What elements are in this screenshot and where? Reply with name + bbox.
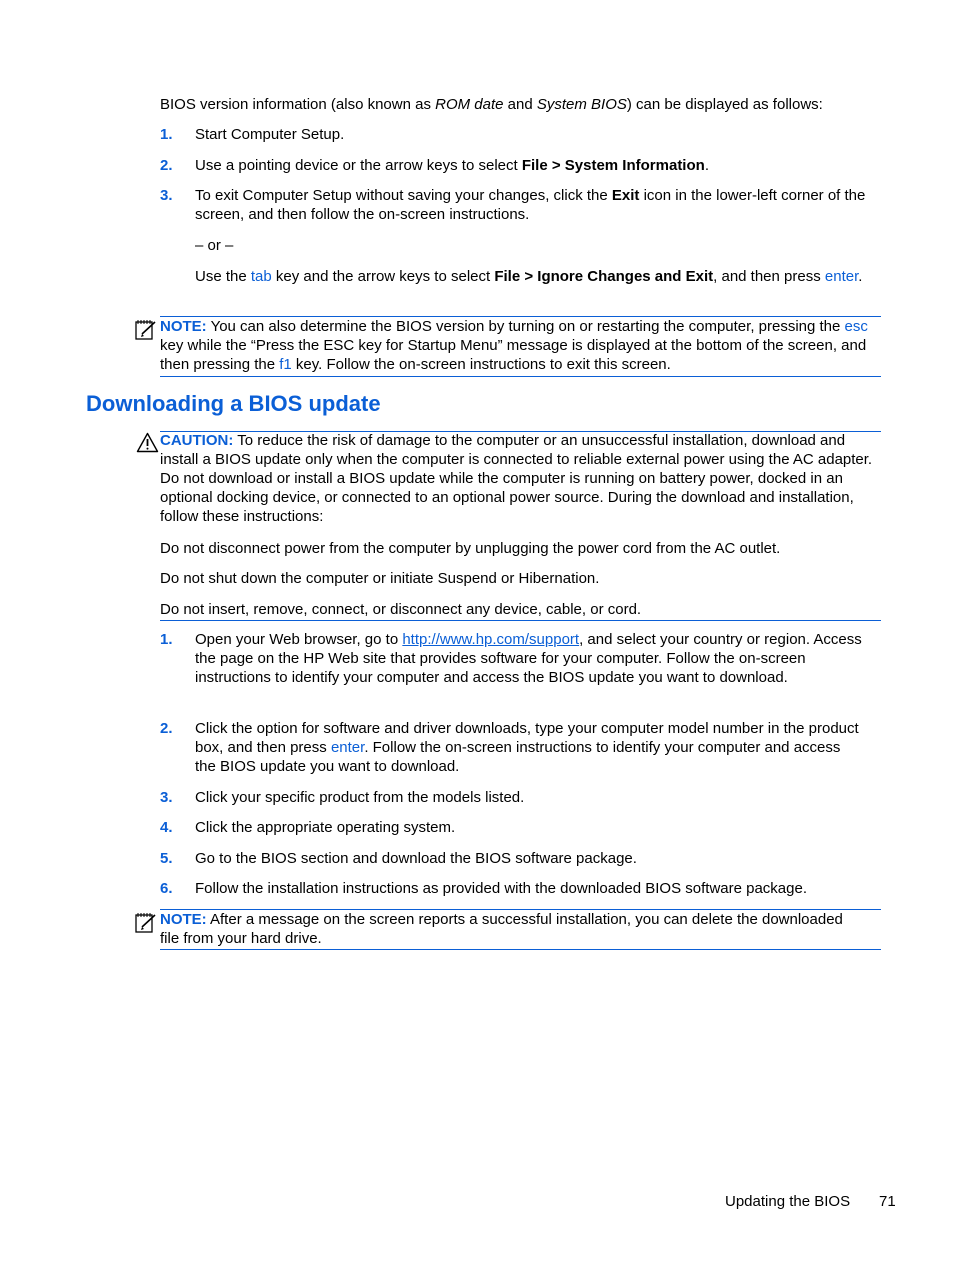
system-bios-term: System BIOS	[536, 96, 627, 113]
step-text	[195, 719, 865, 776]
hp-support-link[interactable]: http://www.hp.com/support	[402, 631, 580, 648]
caution-paragraph: Do not disconnect power from the computer by unplugging the power cord from the AC outlet.	[160, 540, 781, 557]
step-text-part: To exit Computer Setup without saving your changes, click the	[195, 187, 612, 204]
note-icon	[134, 318, 158, 342]
note-text-part: You can also determine the BIOS version by turning on or restarting the computer, pressing the	[206, 318, 845, 335]
step-text	[195, 156, 885, 175]
intro-text: BIOS version information (also known as	[160, 96, 436, 113]
step-text: Start Computer Setup.	[195, 126, 345, 143]
step-text-part: Click the option for software and driver downloads, type your computer model number in the product box, and then press	[195, 720, 859, 756]
note-text-part: key while the “Press the ESC key for Startup Menu” message is displayed at the bottom of the screen, and then pressing the	[160, 337, 867, 373]
caution-icon	[136, 432, 159, 453]
step-text	[195, 186, 885, 224]
step-text-part: Open your Web browser, go to	[195, 631, 403, 648]
step-text: Follow the installation instructions as provided with the downloaded BIOS software package.	[195, 880, 808, 897]
note-text	[160, 910, 850, 948]
step-text-part: Use a pointing device or the arrow keys to select	[195, 157, 522, 174]
step-number: 2.	[160, 157, 173, 174]
step-number: 6.	[160, 880, 173, 897]
step-text: Go to the BIOS section and download the BIOS software package.	[195, 850, 637, 867]
caution-paragraph: Do not insert, remove, connect, or disconnect any device, cable, or cord.	[160, 601, 642, 618]
step-text: Click the appropriate operating system.	[195, 819, 456, 836]
step-text-part: , and select your country or region. Access the page on the HP Web site that provides software for your computer. Follow the on-screen instructions to identify your computer and access the BIOS update you want to download.	[195, 631, 862, 686]
step-text-part: .	[858, 268, 863, 285]
or-separator: – or –	[195, 237, 234, 254]
step-number: 1.	[160, 631, 173, 648]
key-enter: enter	[824, 268, 859, 285]
step-text-part: key and the arrow keys to select	[271, 268, 495, 285]
step-alternative	[195, 267, 885, 286]
step-number: 3.	[160, 187, 173, 204]
intro-text: ) can be displayed as follows:	[626, 96, 823, 113]
page-number: 71	[879, 1193, 896, 1210]
note-label: NOTE:	[160, 911, 207, 928]
caution-text	[160, 431, 880, 526]
note-label: NOTE:	[160, 318, 207, 335]
note-text-part: After a message on the screen reports a successful installation, you can delete the downloaded file from your hard drive.	[160, 911, 843, 947]
key-f1: f1	[279, 356, 292, 373]
note-bottom-rule	[160, 376, 881, 377]
step-text-part: Use the	[195, 268, 251, 285]
menu-path: File > Ignore Changes and Exit	[494, 268, 714, 285]
exit-term: Exit	[611, 187, 640, 204]
note-bottom-rule	[160, 949, 881, 950]
key-tab: tab	[250, 268, 272, 285]
step-number: 2.	[160, 720, 173, 737]
step-number: 5.	[160, 850, 173, 867]
caution-paragraph: Do not shut down the computer or initiate Suspend or Hibernation.	[160, 570, 600, 587]
section-heading: Downloading a BIOS update	[86, 391, 381, 416]
footer-section-title: Updating the BIOS	[725, 1193, 851, 1210]
caution-text-part: To reduce the risk of damage to the computer or an unsuccessful installation, download and install a BIOS update only when the computer is connected to reliable external power using the AC adapter. Do not download or install a BIOS update while the computer is running on battery power, docked in an optional docking device, or connected to an optional power source. During the download and installation, follow these instructions:	[160, 432, 873, 525]
step-text-part: .	[704, 157, 709, 174]
note-text	[160, 317, 880, 374]
step-text-part: . Follow the on-screen instructions to identify your computer and access the BIOS update you want to download.	[195, 739, 841, 775]
step-text-part: icon in the lower-left corner of the screen, and then follow the on-screen instructions.	[195, 187, 866, 223]
caution-bottom-rule	[160, 620, 881, 621]
step-number: 3.	[160, 789, 173, 806]
key-esc: esc	[844, 318, 868, 335]
intro-text: and	[503, 96, 537, 113]
step-text-part: , and then press	[713, 268, 825, 285]
intro-paragraph	[160, 95, 890, 114]
rom-date-term: ROM date	[435, 96, 504, 113]
note-icon	[134, 911, 158, 935]
step-number: 1.	[160, 126, 173, 143]
key-enter: enter	[330, 739, 365, 756]
note-text-part: key. Follow the on-screen instructions to exit this screen.	[291, 356, 671, 373]
step-text: Click your specific product from the models listed.	[195, 789, 525, 806]
step-text	[195, 630, 865, 687]
caution-label: CAUTION:	[160, 432, 234, 449]
step-number: 4.	[160, 819, 173, 836]
menu-path: File > System Information	[521, 157, 705, 174]
